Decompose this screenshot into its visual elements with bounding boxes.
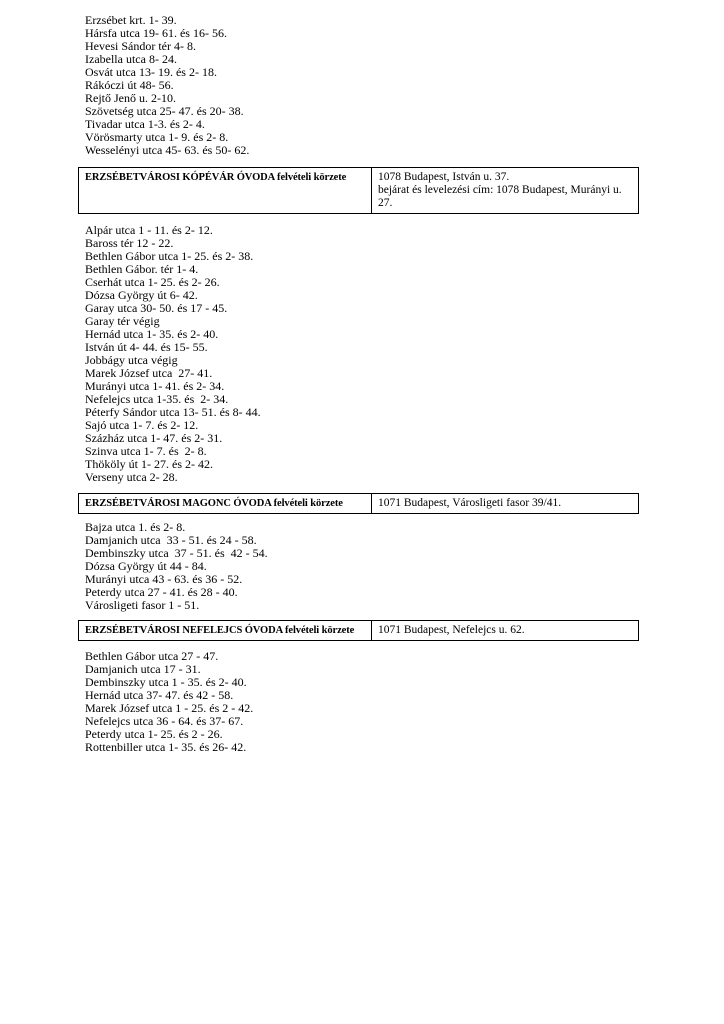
street-list-item: Bethlen Gábor utca 1- 25. és 2- 38.	[85, 249, 254, 263]
street-list-item: Hársfa utca 19- 61. és 16- 56.	[85, 26, 227, 40]
street-list-item: Thököly út 1- 27. és 2- 42.	[85, 457, 213, 471]
address-line: 1078 Budapest, István u. 37.	[378, 171, 510, 183]
street-list-item: Jobbágy utca végig	[85, 353, 178, 367]
street-list-item: Peterdy utca 1- 25. és 2 - 26.	[85, 727, 223, 741]
street-list-item: Városligeti fasor 1 - 51.	[85, 598, 200, 612]
table-row	[79, 621, 639, 641]
street-list-item: Verseny utca 2- 28.	[85, 470, 178, 484]
street-list-3	[78, 521, 724, 612]
street-list-item: Dembinszky utca 37 - 51. és 42 - 54.	[85, 546, 268, 560]
street-list-item: Garay utca 30- 50. és 17 - 45.	[85, 301, 228, 315]
street-list-item: Hernád utca 1- 35. és 2- 40.	[85, 327, 219, 341]
street-list-item: Erzsébet krt. 1- 39.	[85, 13, 177, 27]
street-list-item: Murányi utca 1- 41. és 2- 34.	[85, 379, 225, 393]
street-list-item: Sajó utca 1- 7. és 2- 12.	[85, 418, 199, 432]
street-list-item: Százház utca 1- 47. és 2- 31.	[85, 431, 223, 445]
street-list-item: Dózsa György út 44 - 84.	[85, 559, 207, 573]
street-list-item: Murányi utca 43 - 63. és 36 - 52.	[85, 572, 243, 586]
kindergarten-address-magonc	[372, 494, 639, 514]
street-list-item: Rottenbiller utca 1- 35. és 26- 42.	[85, 740, 247, 754]
ovoda-table-magonc	[78, 493, 639, 514]
street-list-item: Hernád utca 37- 47. és 42 - 58.	[85, 688, 234, 702]
street-list-item: Szinva utca 1- 7. és 2- 8.	[85, 444, 207, 458]
street-list-item: Péterfy Sándor utca 13- 51. és 8- 44.	[85, 405, 261, 419]
street-list-item: Bethlen Gábor. tér 1- 4.	[85, 262, 199, 276]
street-list-item: Dembinszky utca 1 - 35. és 2- 40.	[85, 675, 247, 689]
table-row	[79, 168, 639, 214]
street-list-item: Nefelejcs utca 36 - 64. és 37- 67.	[85, 714, 244, 728]
street-list-item: Peterdy utca 27 - 41. és 28 - 40.	[85, 585, 238, 599]
street-list-item: Rejtő Jenő u. 2-10.	[85, 91, 176, 105]
street-list-item: Damjanich utca 17 - 31.	[85, 662, 201, 676]
street-list-4	[78, 650, 724, 754]
street-list-item: Dózsa György út 6- 42.	[85, 288, 198, 302]
kindergarten-name-nefelejcs: ERZSÉBETVÁROSI NEFELEJCS ÓVODA felvételi körzete	[79, 621, 372, 641]
ovoda-table-nefelejcs	[78, 620, 639, 641]
kindergarten-address-nefelejcs	[372, 621, 639, 641]
street-list-item: Rákóczi út 48- 56.	[85, 78, 174, 92]
street-list-item: Bajza utca 1. és 2- 8.	[85, 520, 186, 534]
table-row	[79, 494, 639, 514]
street-list-item: Marek József utca 27- 41.	[85, 366, 213, 380]
street-list-item: Cserhát utca 1- 25. és 2- 26.	[85, 275, 220, 289]
street-list-item: Nefelejcs utca 1-35. és 2- 34.	[85, 392, 229, 406]
street-list-1	[78, 14, 724, 157]
kindergarten-name-kopevar: ERZSÉBETVÁROSI KÓPÉVÁR ÓVODA felvételi körzete	[79, 168, 372, 214]
street-list-item: István út 4- 44. és 15- 55.	[85, 340, 208, 354]
street-list-item: Izabella utca 8- 24.	[85, 52, 177, 66]
street-list-item: Marek József utca 1 - 25. és 2 - 42.	[85, 701, 254, 715]
kindergarten-address-kopevar	[372, 168, 639, 214]
kindergarten-name-magonc: ERZSÉBETVÁROSI MAGONC ÓVODA felvételi körzete	[79, 494, 372, 514]
street-list-item: Damjanich utca 33 - 51. és 24 - 58.	[85, 533, 257, 547]
address-line: 1071 Budapest, Városligeti fasor 39/41.	[378, 497, 562, 509]
street-list-item: Vörösmarty utca 1- 9. és 2- 8.	[85, 130, 229, 144]
street-list-item: Osvát utca 13- 19. és 2- 18.	[85, 65, 217, 79]
street-list-item: Alpár utca 1 - 11. és 2- 12.	[85, 223, 213, 237]
street-list-2	[78, 224, 724, 484]
street-list-item: Bethlen Gábor utca 27 - 47.	[85, 649, 219, 663]
street-list-item: Szövetség utca 25- 47. és 20- 38.	[85, 104, 244, 118]
address-line: 1071 Budapest, Nefelejcs u. 62.	[378, 624, 525, 636]
street-list-item: Garay tér végig	[85, 314, 160, 328]
street-list-item: Wesselényi utca 45- 63. és 50- 62.	[85, 143, 250, 157]
address-line: bejárat és levelezési cím: 1078 Budapest, Murányi u. 27.	[378, 184, 622, 209]
street-list-item: Hevesi Sándor tér 4- 8.	[85, 39, 196, 53]
ovoda-table-kopevar	[78, 167, 639, 214]
street-list-item: Baross tér 12 - 22.	[85, 236, 174, 250]
street-list-item: Tivadar utca 1-3. és 2- 4.	[85, 117, 205, 131]
